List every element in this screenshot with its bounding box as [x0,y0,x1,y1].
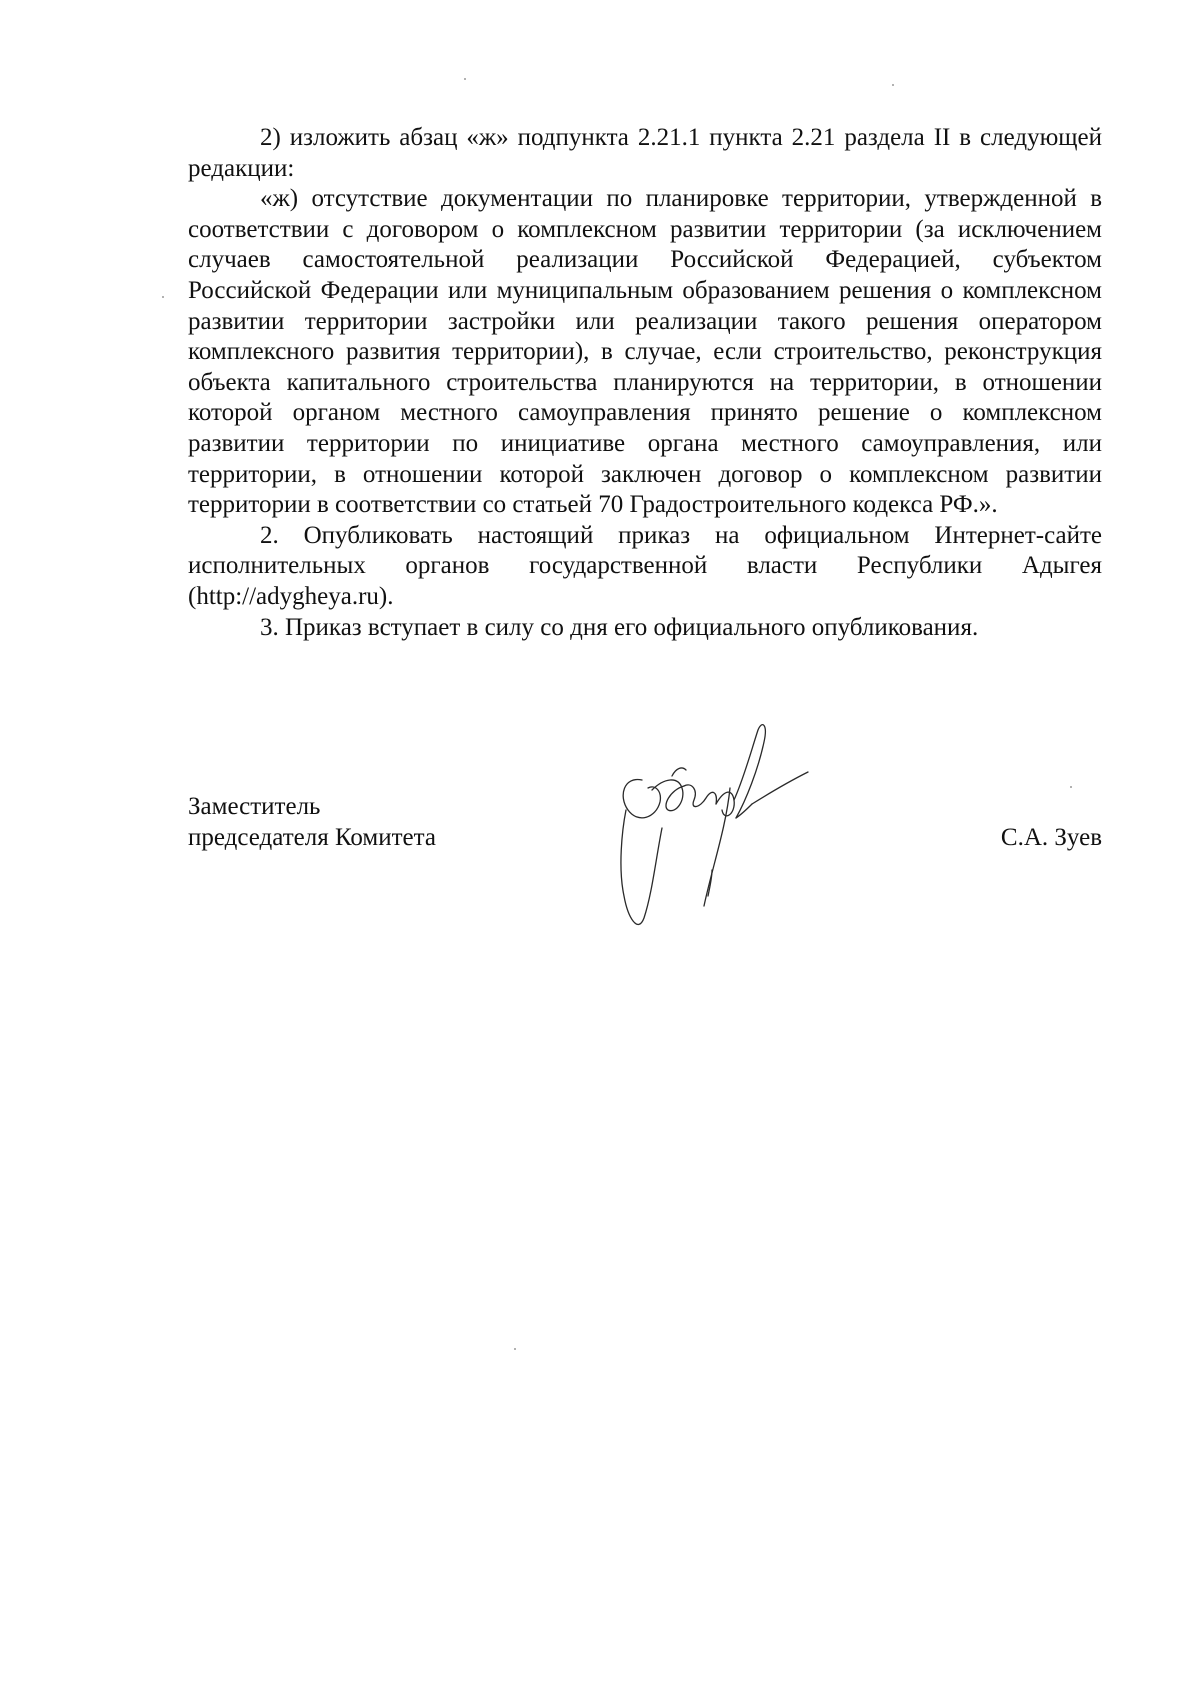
document-body [188,123,1102,643]
paragraph-effective-date: 3. Приказ вступает в силу со дня его официального опубликования. [260,613,979,641]
scan-speck [892,84,894,86]
signer-name: С.А. Зуев [1000,824,1102,851]
signer-role-line-2: председателя Комитета [188,824,436,851]
paragraph-publication: 2. Опубликовать настоящий приказ на официальном Интернет-сайте исполнительных органов государственной власти Республики Адыгея (http://adygheya.ru). [188,521,1102,610]
signer-role [188,791,436,853]
paragraph-amendment-intro: 2) изложить абзац «ж» подпункта 2.21.1 пункта 2.21 раздела II в следующей редакции: [188,124,1102,182]
paragraph-amendment-text: «ж) отсутствие документации по планировке территории, утвержденной в соответствии с договором о комплексном развитии территории (за исключением случаев самостоятельной реализации Российской Федерацией, субъектом Российской Федерации или муниципальным образованием решения о комплексном развитии территории застройки или реализации такого решения оператором комплексного развития территории), в случае, если строительство, реконструкция объекта капитального строительства планируются на территории, в отношении которой органом местного самоуправления принято решение о комплексном развитии территории по инициативе органа местного самоуправления, или территории, в отношении которой заключен договор о комплексном развитии территории в соответствии со статьей 70 Градостроительного кодекса РФ.». [188,185,1102,519]
scan-speck [464,78,466,80]
scan-speck [514,1348,516,1350]
scan-speck [1070,786,1072,788]
signer-role-line-1: Заместитель [188,793,321,820]
handwritten-signature [612,718,822,938]
scan-speck [162,296,164,298]
